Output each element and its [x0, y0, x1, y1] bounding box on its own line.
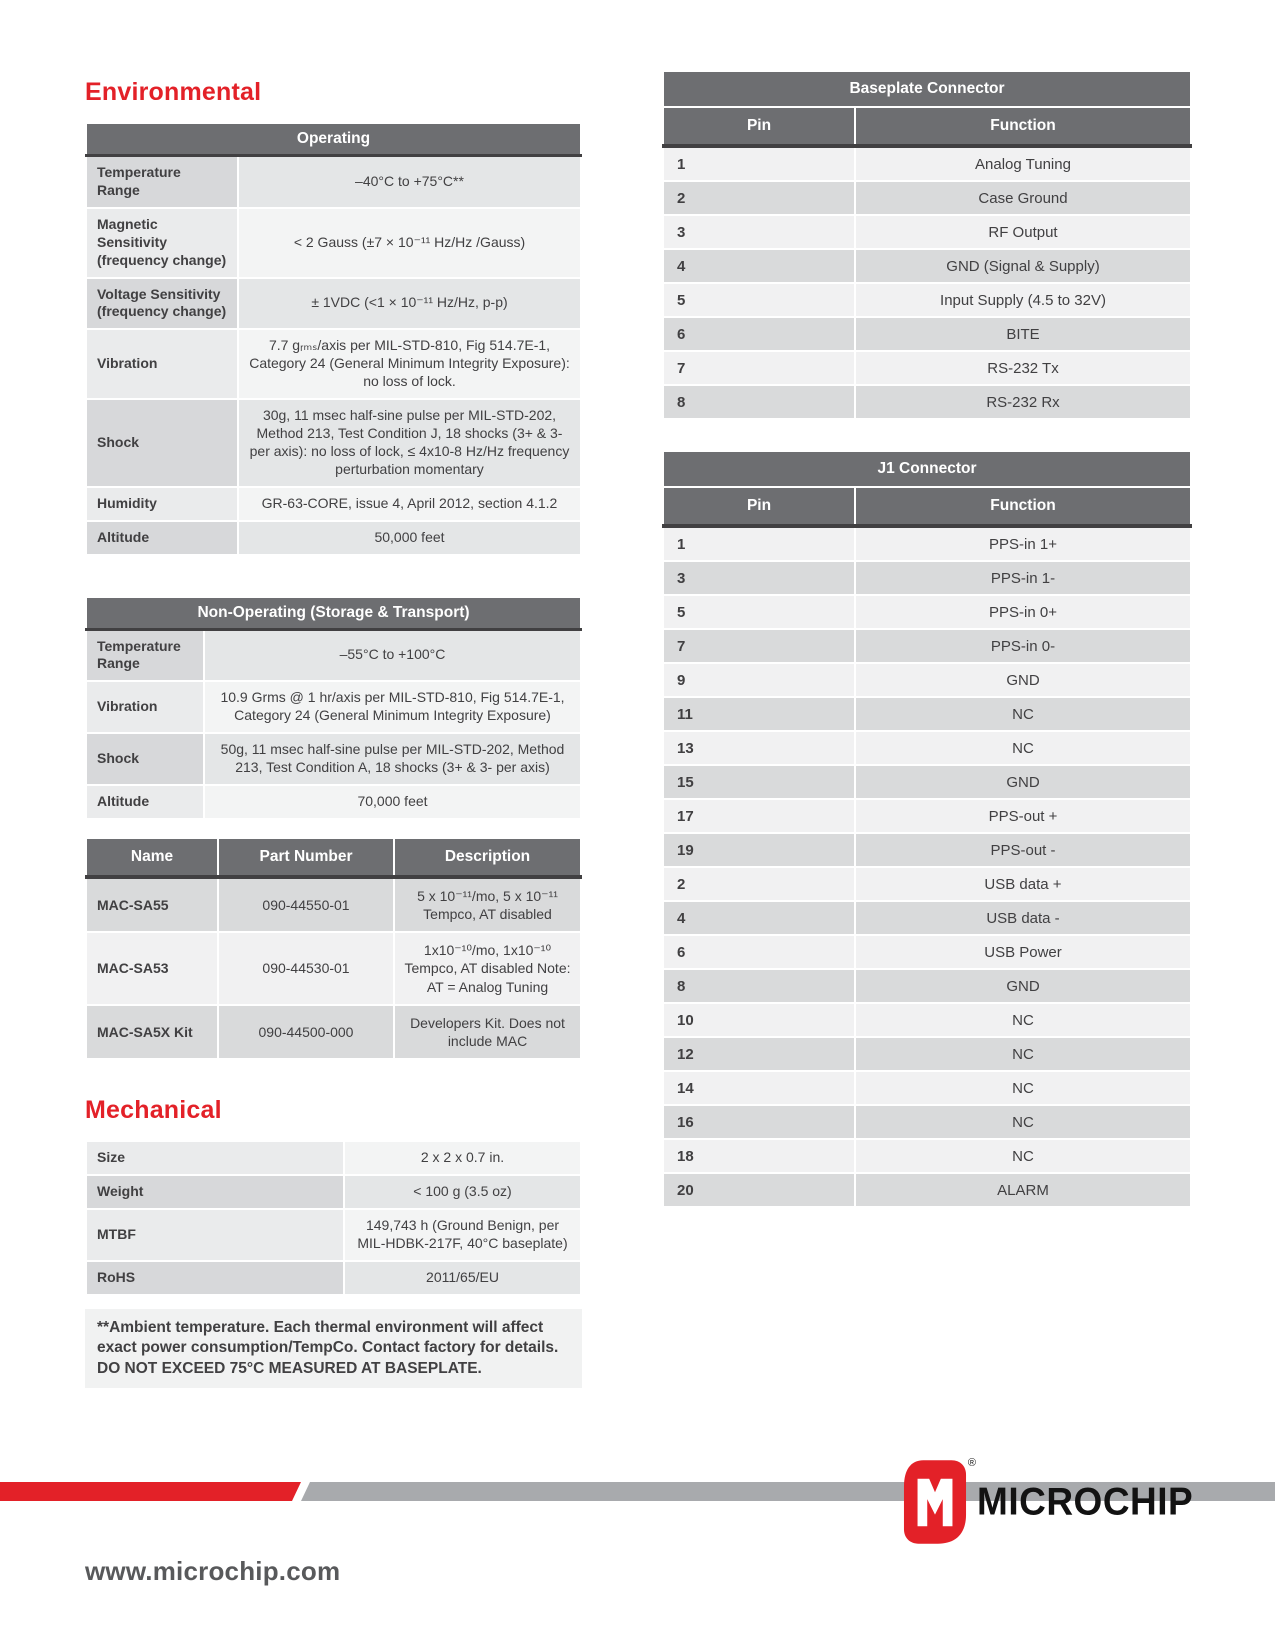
table-row: [663, 1139, 1191, 1173]
table-title-row: [663, 71, 1191, 107]
pin-number: 9: [663, 663, 855, 697]
pin-number: 4: [663, 901, 855, 935]
table-row: [86, 329, 581, 399]
pin-function: NC: [855, 731, 1191, 765]
table-header-row: [86, 838, 581, 877]
row-label: Magnetic Sensitivity (frequency change): [86, 208, 238, 278]
row-value: 50g, 11 msec half-sine pulse per MIL-STD-202, Method 213, Test Condition A, 18 shocks (3+ & 3- per axis): [204, 733, 581, 785]
row-label: Temperature Range: [86, 629, 204, 681]
pin-function: NC: [855, 1037, 1191, 1071]
pin-function: RS-232 Rx: [855, 385, 1191, 419]
table-row: [86, 1209, 581, 1261]
j1-connector-title: J1 Connector: [663, 451, 1191, 487]
table-row: [663, 731, 1191, 765]
part-number: 090-44500-000: [218, 1005, 394, 1059]
pin-function: BITE: [855, 317, 1191, 351]
row-value: 7.7 gᵣₘₛ/axis per MIL-STD-810, Fig 514.7E-1, Category 24 (General Minimum Integrity Exposure): no loss of lock.: [238, 329, 581, 399]
table-row: [86, 521, 581, 555]
table-row: [663, 833, 1191, 867]
table-header-row: [663, 107, 1191, 146]
table-row: [86, 487, 581, 521]
part-name: MAC-SA55: [86, 877, 218, 932]
pin-function: NC: [855, 1105, 1191, 1139]
row-value: ± 1VDC (<1 × 10⁻¹¹ Hz/Hz, p-p): [238, 278, 581, 330]
row-value: 30g, 11 msec half-sine pulse per MIL-STD-202, Method 213, Test Condition J, 18 shocks (3+ & 3- per axis): no loss of lock, ≤ 4x10-8 Hz/Hz frequency perturbation momentary: [238, 399, 581, 487]
parts-table: [85, 837, 582, 1060]
column-header-pin: Pin: [663, 107, 855, 146]
table-title-row: [663, 451, 1191, 487]
registered-trademark-symbol: ®: [967, 1457, 976, 1469]
table-row: [663, 901, 1191, 935]
table-row: [663, 146, 1191, 181]
pin-function: PPS-in 0-: [855, 629, 1191, 663]
table-title-row: [86, 597, 581, 630]
table-row: [86, 1005, 581, 1059]
table-row: [663, 935, 1191, 969]
table-row: [663, 181, 1191, 215]
pin-number: 3: [663, 561, 855, 595]
microchip-website-link[interactable]: www.microchip.com: [85, 1556, 341, 1586]
j1-connector-table: [662, 450, 1192, 1208]
table-row: [663, 526, 1191, 561]
row-value: 2 x 2 x 0.7 in.: [344, 1141, 581, 1175]
baseplate-connector-table: [662, 70, 1192, 420]
pin-number: 18: [663, 1139, 855, 1173]
part-number: 090-44550-01: [218, 877, 394, 932]
part-name: MAC-SA5X Kit: [86, 1005, 218, 1059]
part-number: 090-44530-01: [218, 932, 394, 1005]
pin-function: PPS-out +: [855, 799, 1191, 833]
table-row: [86, 629, 581, 681]
pin-number: 1: [663, 526, 855, 561]
non-operating-table: [85, 596, 582, 820]
column-header-name: Name: [86, 838, 218, 877]
spacer: [85, 820, 582, 837]
right-column: [662, 70, 1192, 1388]
pin-function: NC: [855, 1071, 1191, 1105]
table-row: [86, 932, 581, 1005]
pin-function: NC: [855, 697, 1191, 731]
part-description: Developers Kit. Does not include MAC: [394, 1005, 581, 1059]
part-name: MAC-SA53: [86, 932, 218, 1005]
pin-function: GND: [855, 663, 1191, 697]
spacer: [662, 420, 1192, 450]
pin-function: NC: [855, 1139, 1191, 1173]
column-header-function: Function: [855, 487, 1191, 526]
table-row: [663, 1037, 1191, 1071]
pin-number: 10: [663, 1003, 855, 1037]
row-label: RoHS: [86, 1261, 344, 1295]
row-value: < 100 g (3.5 oz): [344, 1175, 581, 1209]
row-value: 70,000 feet: [204, 785, 581, 819]
pin-number: 2: [663, 867, 855, 901]
table-row: [86, 1261, 581, 1295]
table-row: [86, 1141, 581, 1175]
environmental-heading: Environmental: [85, 78, 262, 106]
table-row: [663, 867, 1191, 901]
row-label: Temperature Range: [86, 156, 238, 208]
pin-function: Input Supply (4.5 to 32V): [855, 283, 1191, 317]
table-row: [86, 733, 581, 785]
row-label: Humidity: [86, 487, 238, 521]
pin-function: NC: [855, 1003, 1191, 1037]
spacer: [85, 556, 582, 596]
row-label: Voltage Sensitivity (frequency change): [86, 278, 238, 330]
pin-number: 5: [663, 595, 855, 629]
pin-number: 14: [663, 1071, 855, 1105]
table-row: [86, 681, 581, 733]
mechanical-table: [85, 1140, 582, 1296]
table-row: [86, 399, 581, 487]
row-label: Vibration: [86, 329, 238, 399]
table-row: [663, 1003, 1191, 1037]
table-row: [663, 629, 1191, 663]
pin-number: 7: [663, 629, 855, 663]
row-value: –55°C to +100°C: [204, 629, 581, 681]
pin-number: 11: [663, 697, 855, 731]
table-row: [663, 697, 1191, 731]
table-header-row: [663, 487, 1191, 526]
pin-function: PPS-out -: [855, 833, 1191, 867]
table-row: [663, 215, 1191, 249]
pin-function: USB data -: [855, 901, 1191, 935]
pin-number: 20: [663, 1173, 855, 1207]
non-operating-table-title: Non-Operating (Storage & Transport): [86, 597, 581, 630]
pin-number: 7: [663, 351, 855, 385]
row-label: Size: [86, 1141, 344, 1175]
footer-stripe-red-segment: [0, 1482, 301, 1501]
pin-function: GND (Signal & Supply): [855, 249, 1191, 283]
row-label: Shock: [86, 733, 204, 785]
pin-number: 12: [663, 1037, 855, 1071]
microchip-m-icon: [903, 1457, 976, 1545]
table-row: [663, 595, 1191, 629]
pin-number: 17: [663, 799, 855, 833]
pin-number: 4: [663, 249, 855, 283]
table-row: [663, 317, 1191, 351]
row-value: 149,743 h (Ground Benign, per MIL-HDBK-217F, 40°C baseplate): [344, 1209, 581, 1261]
table-row: [663, 249, 1191, 283]
table-row: [86, 278, 581, 330]
pin-number: 13: [663, 731, 855, 765]
table-row: [663, 1071, 1191, 1105]
left-column: [85, 70, 582, 1388]
column-header-function: Function: [855, 107, 1191, 146]
table-row: [86, 877, 581, 932]
table-row: [663, 1173, 1191, 1207]
pin-function: GND: [855, 765, 1191, 799]
baseplate-connector-title: Baseplate Connector: [663, 71, 1191, 107]
row-label: MTBF: [86, 1209, 344, 1261]
pin-number: 5: [663, 283, 855, 317]
part-description: 1x10⁻¹⁰/mo, 1x10⁻¹⁰ Tempco, AT disabled Note: AT = Analog Tuning: [394, 932, 581, 1005]
ambient-temperature-footnote: **Ambient temperature. Each thermal environment will affect exact power consumption/TempCo. Contact factory for details. DO NOT EXCEED 75°C MEASURED AT BASEPLATE.: [85, 1309, 582, 1388]
table-row: [663, 283, 1191, 317]
pin-function: ALARM: [855, 1173, 1191, 1207]
pin-function: PPS-in 1+: [855, 526, 1191, 561]
microchip-logo: [903, 1458, 1193, 1546]
pin-function: PPS-in 1-: [855, 561, 1191, 595]
pin-function: Analog Tuning: [855, 146, 1191, 181]
pin-function: PPS-in 0+: [855, 595, 1191, 629]
pin-function: RF Output: [855, 215, 1191, 249]
pin-number: 6: [663, 935, 855, 969]
table-row: [663, 385, 1191, 419]
row-label: Weight: [86, 1175, 344, 1209]
table-row: [86, 208, 581, 278]
row-label: Shock: [86, 399, 238, 487]
table-row: [663, 561, 1191, 595]
row-value: 10.9 Grms @ 1 hr/axis per MIL-STD-810, Fig 514.7E-1, Category 24 (General Minimum Integrity Exposure): [204, 681, 581, 733]
operating-table-title: Operating: [86, 123, 581, 156]
row-label: Vibration: [86, 681, 204, 733]
pin-number: 19: [663, 833, 855, 867]
table-row: [663, 351, 1191, 385]
table-row: [86, 156, 581, 208]
pin-number: 6: [663, 317, 855, 351]
table-row: [86, 785, 581, 819]
table-row: [663, 799, 1191, 833]
pin-function: USB data +: [855, 867, 1191, 901]
pin-number: 16: [663, 1105, 855, 1139]
pin-number: 8: [663, 969, 855, 1003]
column-header-part-number: Part Number: [218, 838, 394, 877]
table-title-row: [86, 123, 581, 156]
part-description: 5 x 10⁻¹¹/mo, 5 x 10⁻¹¹ Tempco, AT disabled: [394, 877, 581, 932]
row-value: < 2 Gauss (±7 × 10⁻¹¹ Hz/Hz /Gauss): [238, 208, 581, 278]
pin-number: 3: [663, 215, 855, 249]
table-row: [86, 1175, 581, 1209]
pin-number: 8: [663, 385, 855, 419]
row-label: Altitude: [86, 785, 204, 819]
pin-number: 2: [663, 181, 855, 215]
operating-table: [85, 122, 582, 556]
row-label: Altitude: [86, 521, 238, 555]
row-value: 50,000 feet: [238, 521, 581, 555]
row-value: GR-63-CORE, issue 4, April 2012, section 4.1.2: [238, 487, 581, 521]
pin-number: 15: [663, 765, 855, 799]
row-value: 2011/65/EU: [344, 1261, 581, 1295]
pin-function: Case Ground: [855, 181, 1191, 215]
pin-function: USB Power: [855, 935, 1191, 969]
table-row: [663, 765, 1191, 799]
column-header-pin: Pin: [663, 487, 855, 526]
table-row: [663, 969, 1191, 1003]
pin-function: RS-232 Tx: [855, 351, 1191, 385]
microchip-wordmark: MICROCHIP: [977, 1480, 1194, 1523]
column-header-description: Description: [394, 838, 581, 877]
mechanical-heading: Mechanical: [85, 1096, 222, 1125]
row-value: –40°C to +75°C**: [238, 156, 581, 208]
pin-number: 1: [663, 146, 855, 181]
table-row: [663, 663, 1191, 697]
pin-function: GND: [855, 969, 1191, 1003]
table-row: [663, 1105, 1191, 1139]
